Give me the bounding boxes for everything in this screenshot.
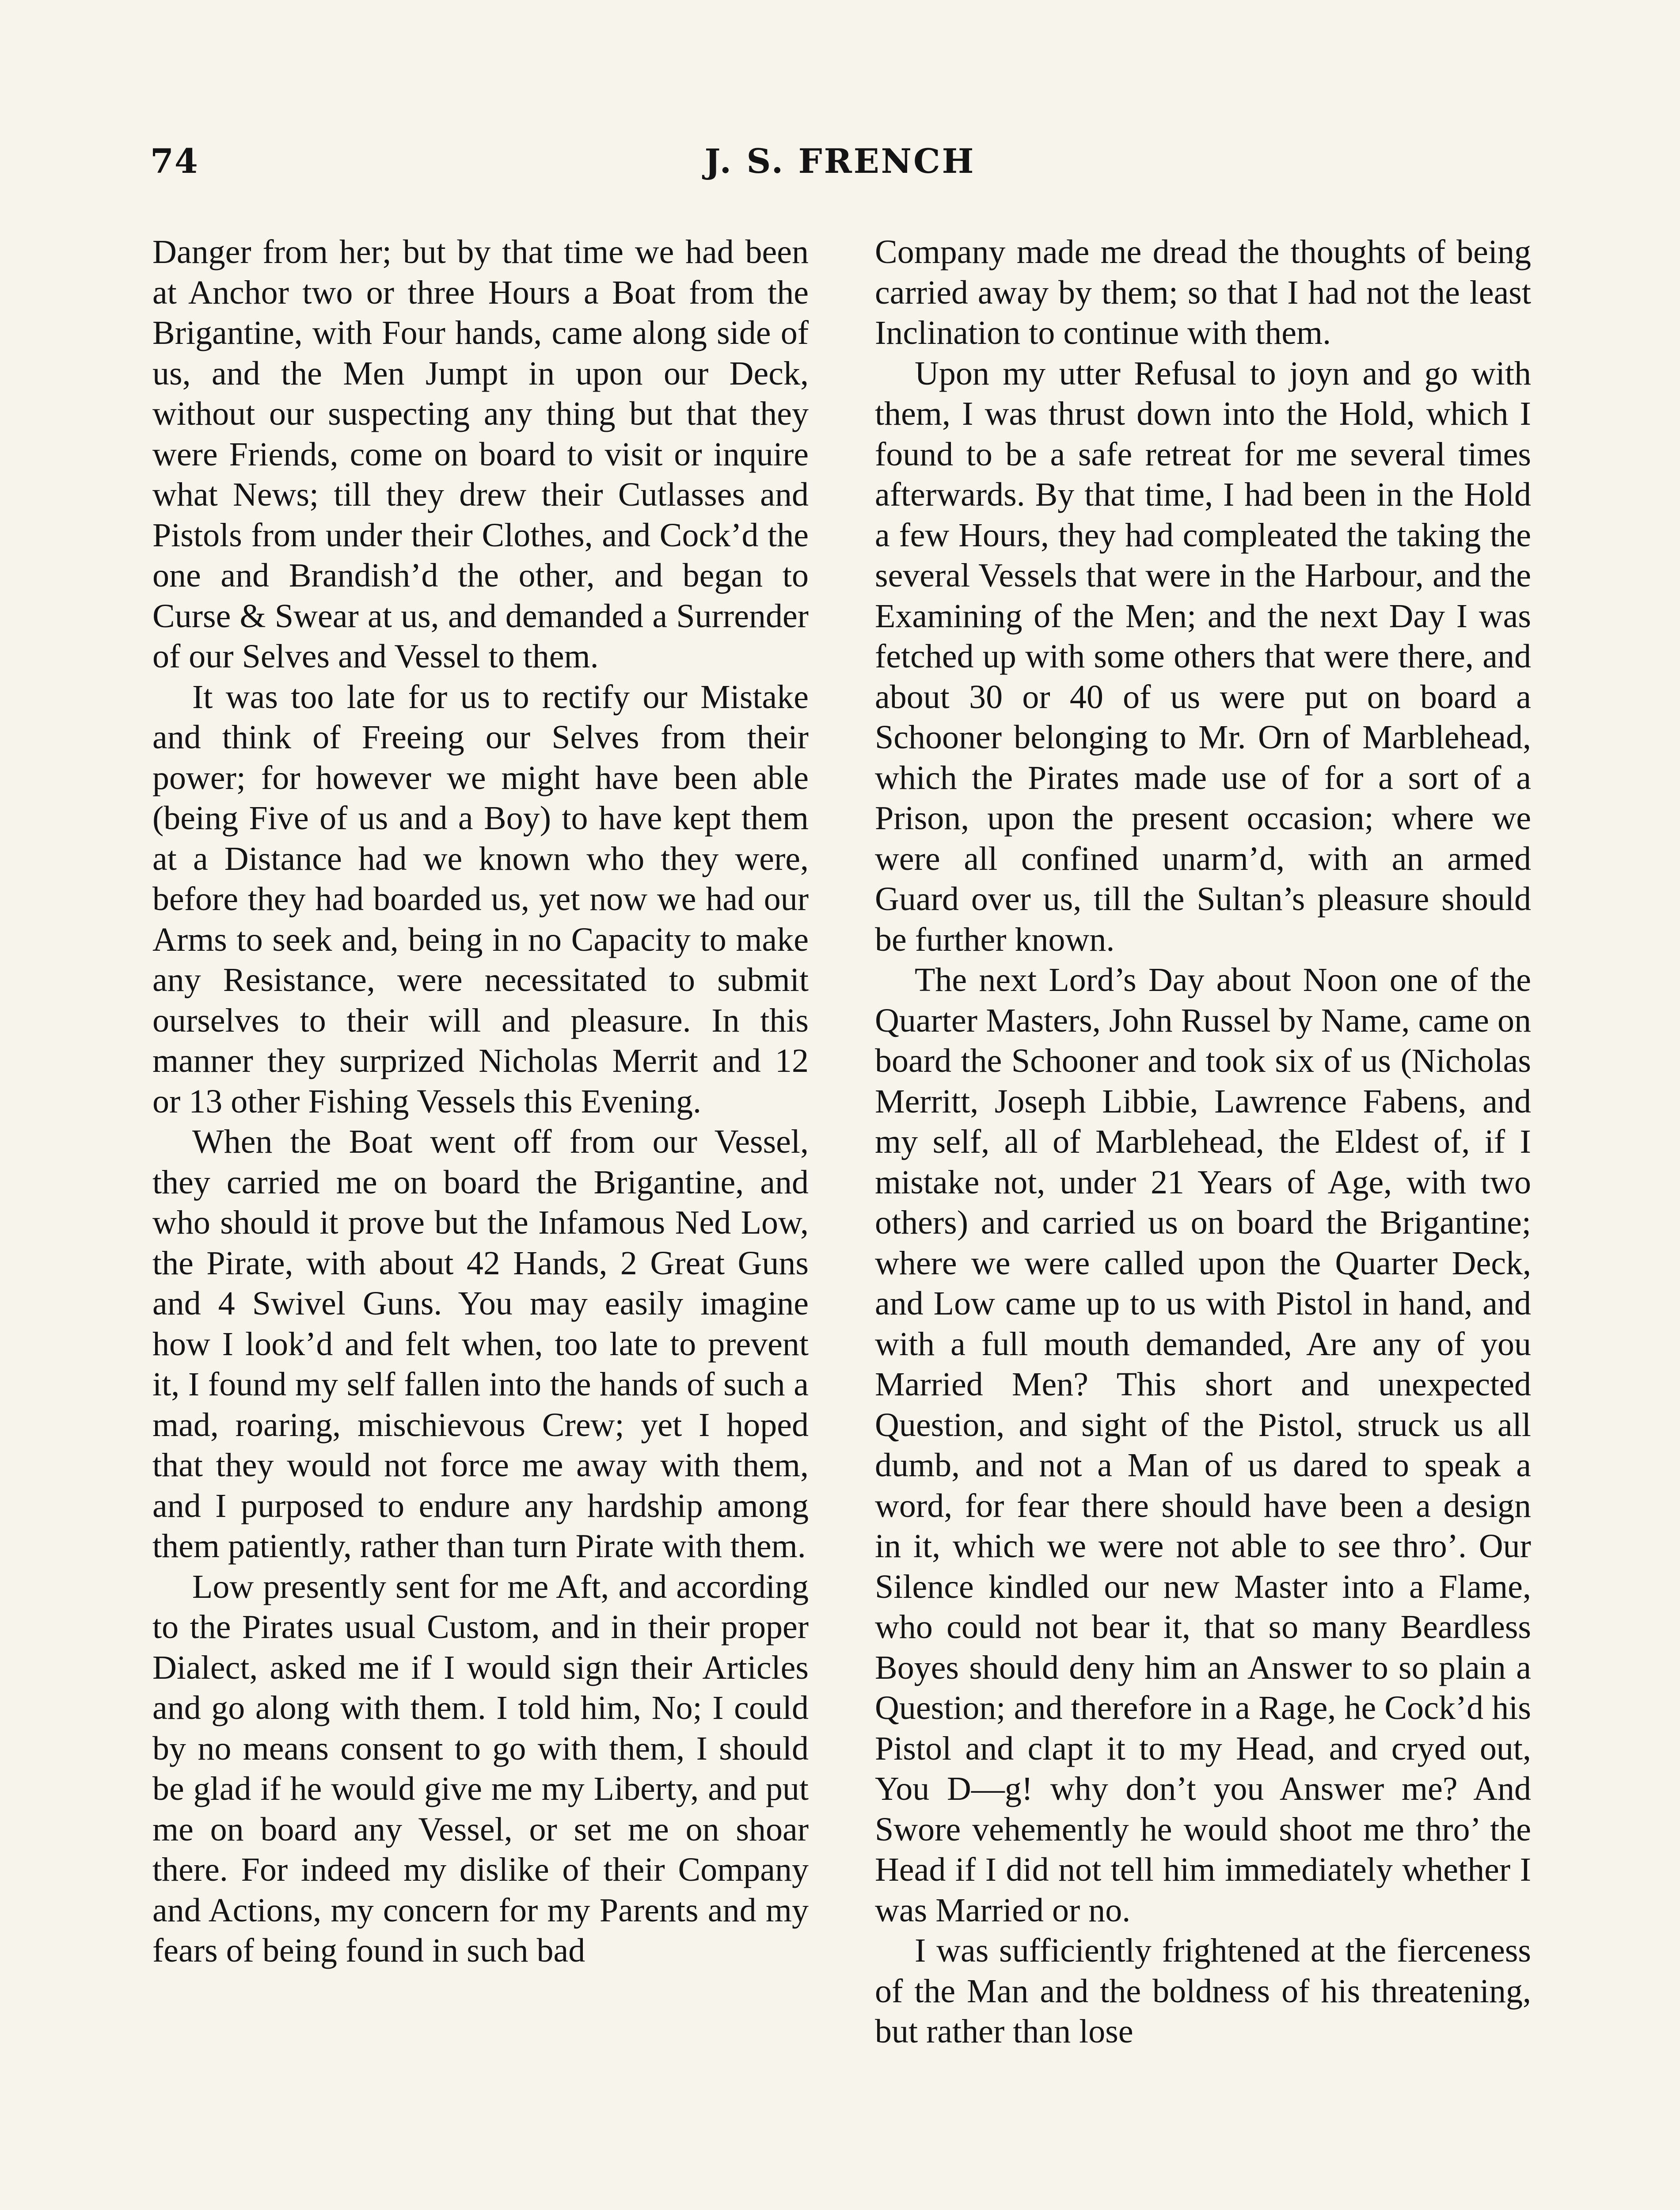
paragraph: When the Boat went off from our Vessel, they carried me on board the Brigantine, and who should it prove but the Infamous Ned Low, the Pirate, with about 42 Hands, 2 Great Guns and 4 Swivel Guns. You may easily imagine how I look’d and felt when, too late to prevent it, I found my self fallen into the hands of such a mad, roaring, mischievous Crew; yet I hoped that they would not force me away with them, and I purposed to endure any hardship among them patiently, rather than turn Pirate with them.: [152, 1123, 809, 1565]
paragraph: Low presently sent for me Aft, and according to the Pirates usual Custom, and in their proper Dialect, asked me if I would sign their Articles and go along with them. I told him, No; I could by no means consent to go with them, I should be glad if he would give me my Liberty, and put me on board any Vessel, or set me on shoar there. For indeed my dislike of their Company and Actions, my concern for my Parents and my fears of being found in such bad: [152, 1568, 809, 1969]
paragraph: Danger from her; but by that time we had been at Anchor two or three Hours a Boat from the Brigantine, with Four hands, came along side of us, and the Men Jumpt in upon our Deck, without our suspecting any thing but that they were Friends, come on board to visit or inquire what News; till they drew their Cutlasses and Pistols from under their Clothes, and Cock’d the one and Brandish’d the other, and began to Curse & Swear at us, and demanded a Surrender of our Selves and Vessel to them.: [152, 233, 809, 675]
left-column: [152, 232, 809, 2210]
paragraph: Company made me dread the thoughts of being carried away by them; so that I had not the least Inclination to continue with them.: [875, 233, 1531, 351]
paragraph: Upon my utter Refusal to joyn and go with them, I was thrust down into the Hold, which I found to be a safe retreat for me several times afterwards. By that time, I had been in the Hold a few Hours, they had compleated the taking the several Vessels that were in the Harbour, and the Examining of the Men; and the next Day I was fetched up with some others that were there, and about 30 or 40 of us were put on board a Schooner belonging to Mr. Orn of Marblehead, which the Pirates made use of for a sort of a Prison, upon the present occasion; where we were all confined unarm’d, with an armed Guard over us, till the Sultan’s pleasure should be further known.: [875, 354, 1531, 958]
paragraph: The next Lord’s Day about Noon one of the Quarter Masters, John Russel by Name, came on board the Schooner and took six of us (Nicholas Merritt, Joseph Libbie, Lawrence Fabens, and my self, all of Marblehead, the Eldest of, if I mistake not, under 21 Years of Age, with two others) and carried us on board the Brigantine; where we were called upon the Quarter Deck, and Low came up to us with Pistol in hand, and with a full mouth demanded, Are any of you Married Men? This short and unexpected Question, and sight of the Pistol, struck us all dumb, and not a Man of us dared to speak a word, for fear there should have been a design in it, which we were not able to see thro’. Our Silence kindled our new Master into a Flame, who could not bear it, that so many Beardless Boyes should deny him an Answer to so plain a Question; and therefore in a Rage, he Cock’d his Pistol and clapt it to my Head, and cryed out, You D—g! why don’t you Answer me? And Swore vehemently he would shoot me thro’ the Head if I did not tell him immediately whether I was Married or no.: [875, 961, 1531, 1929]
running-head: J. S. FRENCH: [704, 141, 976, 181]
paragraph: It was too late for us to rectify our Mistake and think of Freeing our Selves from their power; for however we might have been able (being Five of us and a Boy) to have kept them at a Distance had we known who they were, before they had boarded us, yet now we had our Arms to seek and, being in no Capacity to make any Resistance, were necessitated to submit ourselves to their will and pleasure. In this manner they surprized Nicholas Merrit and 12 or 13 other Fishing Vessels this Evening.: [152, 678, 809, 1120]
paragraph: I was sufficiently frightened at the fierceness of the Man and the boldness of his threatening, but rather than lose: [875, 1932, 1531, 2050]
right-column: [875, 232, 1531, 2210]
page-number: 74: [150, 141, 199, 181]
page-header: [150, 141, 1530, 194]
text-columns: [152, 232, 1531, 2210]
